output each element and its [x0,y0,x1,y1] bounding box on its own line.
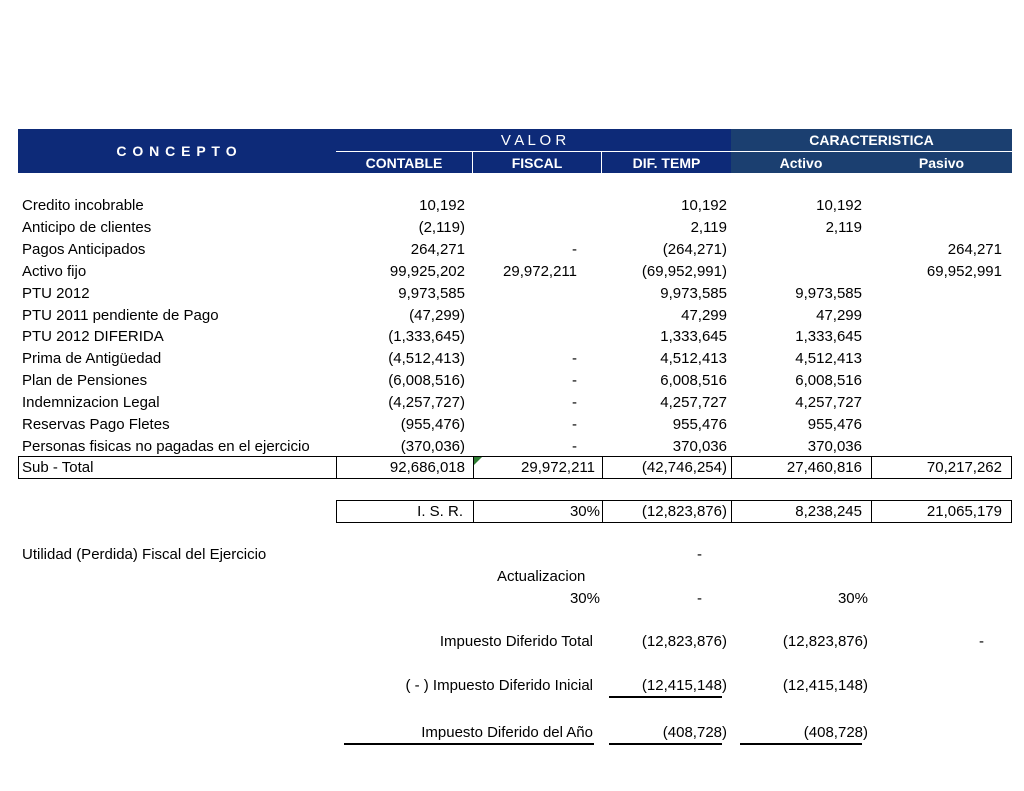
row-activo: 4,512,413 [795,350,862,368]
subtotal-activo: 27,460,816 [786,459,862,476]
row-dif-temp: 955,476 [672,416,727,433]
subtotal-fiscal: 29,972,211 [521,459,595,476]
header-fiscal-label: FISCAL [511,154,563,171]
header-pasivo-label: Pasivo [918,154,965,171]
row-concepto: Personas fisicas no pagadas en el ejercicio [22,437,310,455]
row-contable: 264,271 [410,240,465,258]
row-contable: (4,512,413) [388,350,465,368]
row-contable: 9,973,585 [398,284,465,302]
row-pasivo [871,348,1002,370]
row-activo [731,261,862,283]
utilidad-dif: - [697,546,702,563]
row-contable: (370,036) [400,437,465,455]
impuesto-anio-activo-underline [740,743,862,745]
row-dif-temp: 6,008,516 [660,372,727,390]
header-caracteristica [731,129,1012,151]
row-fiscal [473,283,577,305]
row-fiscal: - [572,416,577,433]
header-concepto-label: C O N C E P T O [116,143,238,159]
row-pasivo: 264,271 [947,240,1002,258]
header-concepto [18,129,336,173]
header-dif-temp-label: DIF. TEMP [632,154,701,171]
header-valor [336,129,731,151]
row-dif-temp: 10,192 [681,197,727,214]
header-activo [731,151,871,173]
row-concepto: Credito incobrable [22,197,144,214]
impuesto-total-activo: (12,823,876) [782,633,868,650]
impuesto-total-pasivo: - [979,633,984,650]
row-fiscal [473,195,577,217]
row-contable: (47,299) [409,306,465,324]
row-fiscal [473,326,577,348]
row-activo: 9,973,585 [795,284,862,302]
row-dif-temp: 1,333,645 [660,328,727,346]
actualizacion-activo: 30% [837,590,868,607]
row-pasivo [871,414,1002,436]
row-contable: (6,008,516) [388,372,465,390]
row-concepto: Prima de Antigüedad [22,350,162,368]
row-fiscal [473,217,577,239]
row-concepto: Activo fijo [22,262,87,280]
row-activo: 47,299 [816,306,862,324]
row-dif-temp: 9,973,585 [660,284,727,302]
row-dif-temp: 370,036 [672,437,727,455]
row-activo: 2,119 [825,218,862,236]
row-pasivo [871,195,1002,217]
row-contable: (1,333,645) [388,328,465,346]
row-fiscal: - [572,437,577,455]
row-concepto: Indemnizacion Legal [22,394,160,412]
row-activo: 370,036 [807,437,862,455]
header-dif-temp [602,151,731,173]
row-pasivo [871,305,1002,327]
row-concepto: Plan de Pensiones [22,372,148,390]
row-pasivo: 69,952,991 [926,262,1002,280]
isr-activo: 8,238,245 [795,503,862,520]
row-activo: 4,257,727 [795,394,862,412]
row-activo: 6,008,516 [795,372,862,390]
header-activo-label: Activo [779,154,823,171]
subtotal-pasivo: 70,217,262 [926,459,1002,476]
impuesto-inicial-activo: (12,415,148) [782,677,868,694]
impuesto-inicial-label: ( - ) Impuesto Diferido Inicial [405,677,593,694]
row-pasivo [871,392,1002,414]
isr-rate: 30% [569,503,600,520]
header-fiscal [473,151,602,173]
impuesto-anio-label: Impuesto Diferido del Año [421,724,593,741]
row-fiscal: - [572,350,577,368]
subtotal-contable: 92,686,018 [389,459,465,476]
row-fiscal: - [572,394,577,412]
row-contable: (955,476) [400,416,465,433]
row-pasivo [871,326,1002,348]
row-concepto: PTU 2012 [22,284,90,302]
impuesto-total-dif: (12,823,876) [641,633,727,650]
impuesto-anio-activo: (408,728) [803,724,868,741]
row-pasivo [871,283,1002,305]
row-dif-temp: 4,257,727 [660,394,727,412]
header-contable [336,151,473,173]
row-fiscal: - [572,240,577,258]
row-activo: 1,333,645 [795,328,862,346]
actualizacion-rate: 30% [569,590,600,607]
row-concepto: PTU 2012 DIFERIDA [22,328,164,346]
header-valor-label: V A L O R [500,131,567,149]
impuesto-inicial-dif: (12,415,148) [641,677,727,694]
isr-dif: (12,823,876) [641,503,727,520]
row-concepto: Reservas Pago Fletes [22,416,170,433]
impuesto-anio-dif-underline [609,743,722,745]
actualizacion-dif: - [697,590,702,607]
row-dif-temp: 4,512,413 [660,350,727,368]
row-fiscal: 29,972,211 [503,262,577,280]
row-fiscal: - [572,372,577,390]
row-dif-temp: (69,952,991) [641,262,727,280]
row-dif-temp: 47,299 [681,306,727,324]
row-contable: (2,119) [418,218,465,236]
isr-pasivo: 21,065,179 [926,503,1002,520]
row-pasivo [871,370,1002,392]
subtotal-dif: (42,746,254) [641,459,727,476]
impuesto-anio-label-underline [344,743,594,745]
impuesto-inicial-underline [609,696,722,698]
row-activo: 10,192 [816,197,862,214]
row-activo [731,239,862,261]
actualizacion-label: Actualizacion [497,568,586,585]
header-contable-label: CONTABLE [365,154,443,171]
utilidad-label: Utilidad (Perdida) Fiscal del Ejercicio [22,546,267,563]
row-dif-temp: (264,271) [662,240,727,258]
row-activo: 955,476 [807,416,862,433]
header-caracteristica-label: CARACTERISTICA [809,132,934,148]
row-pasivo [871,217,1002,239]
header-pasivo [871,151,1012,173]
row-dif-temp: 2,119 [690,218,727,236]
impuesto-total-label: Impuesto Diferido Total [439,633,593,650]
row-contable: 99,925,202 [389,262,465,280]
isr-label: I. S. R. [417,503,463,520]
row-concepto: Pagos Anticipados [22,240,146,258]
row-concepto: Anticipo de clientes [22,218,152,236]
row-contable: 10,192 [419,197,465,214]
impuesto-anio-dif: (408,728) [662,724,727,741]
subtotal-label: Sub - Total [22,459,94,476]
row-concepto: PTU 2011 pendiente de Pago [22,306,219,324]
row-pasivo [871,436,1002,458]
row-contable: (4,257,727) [388,394,465,412]
row-fiscal [473,305,577,327]
